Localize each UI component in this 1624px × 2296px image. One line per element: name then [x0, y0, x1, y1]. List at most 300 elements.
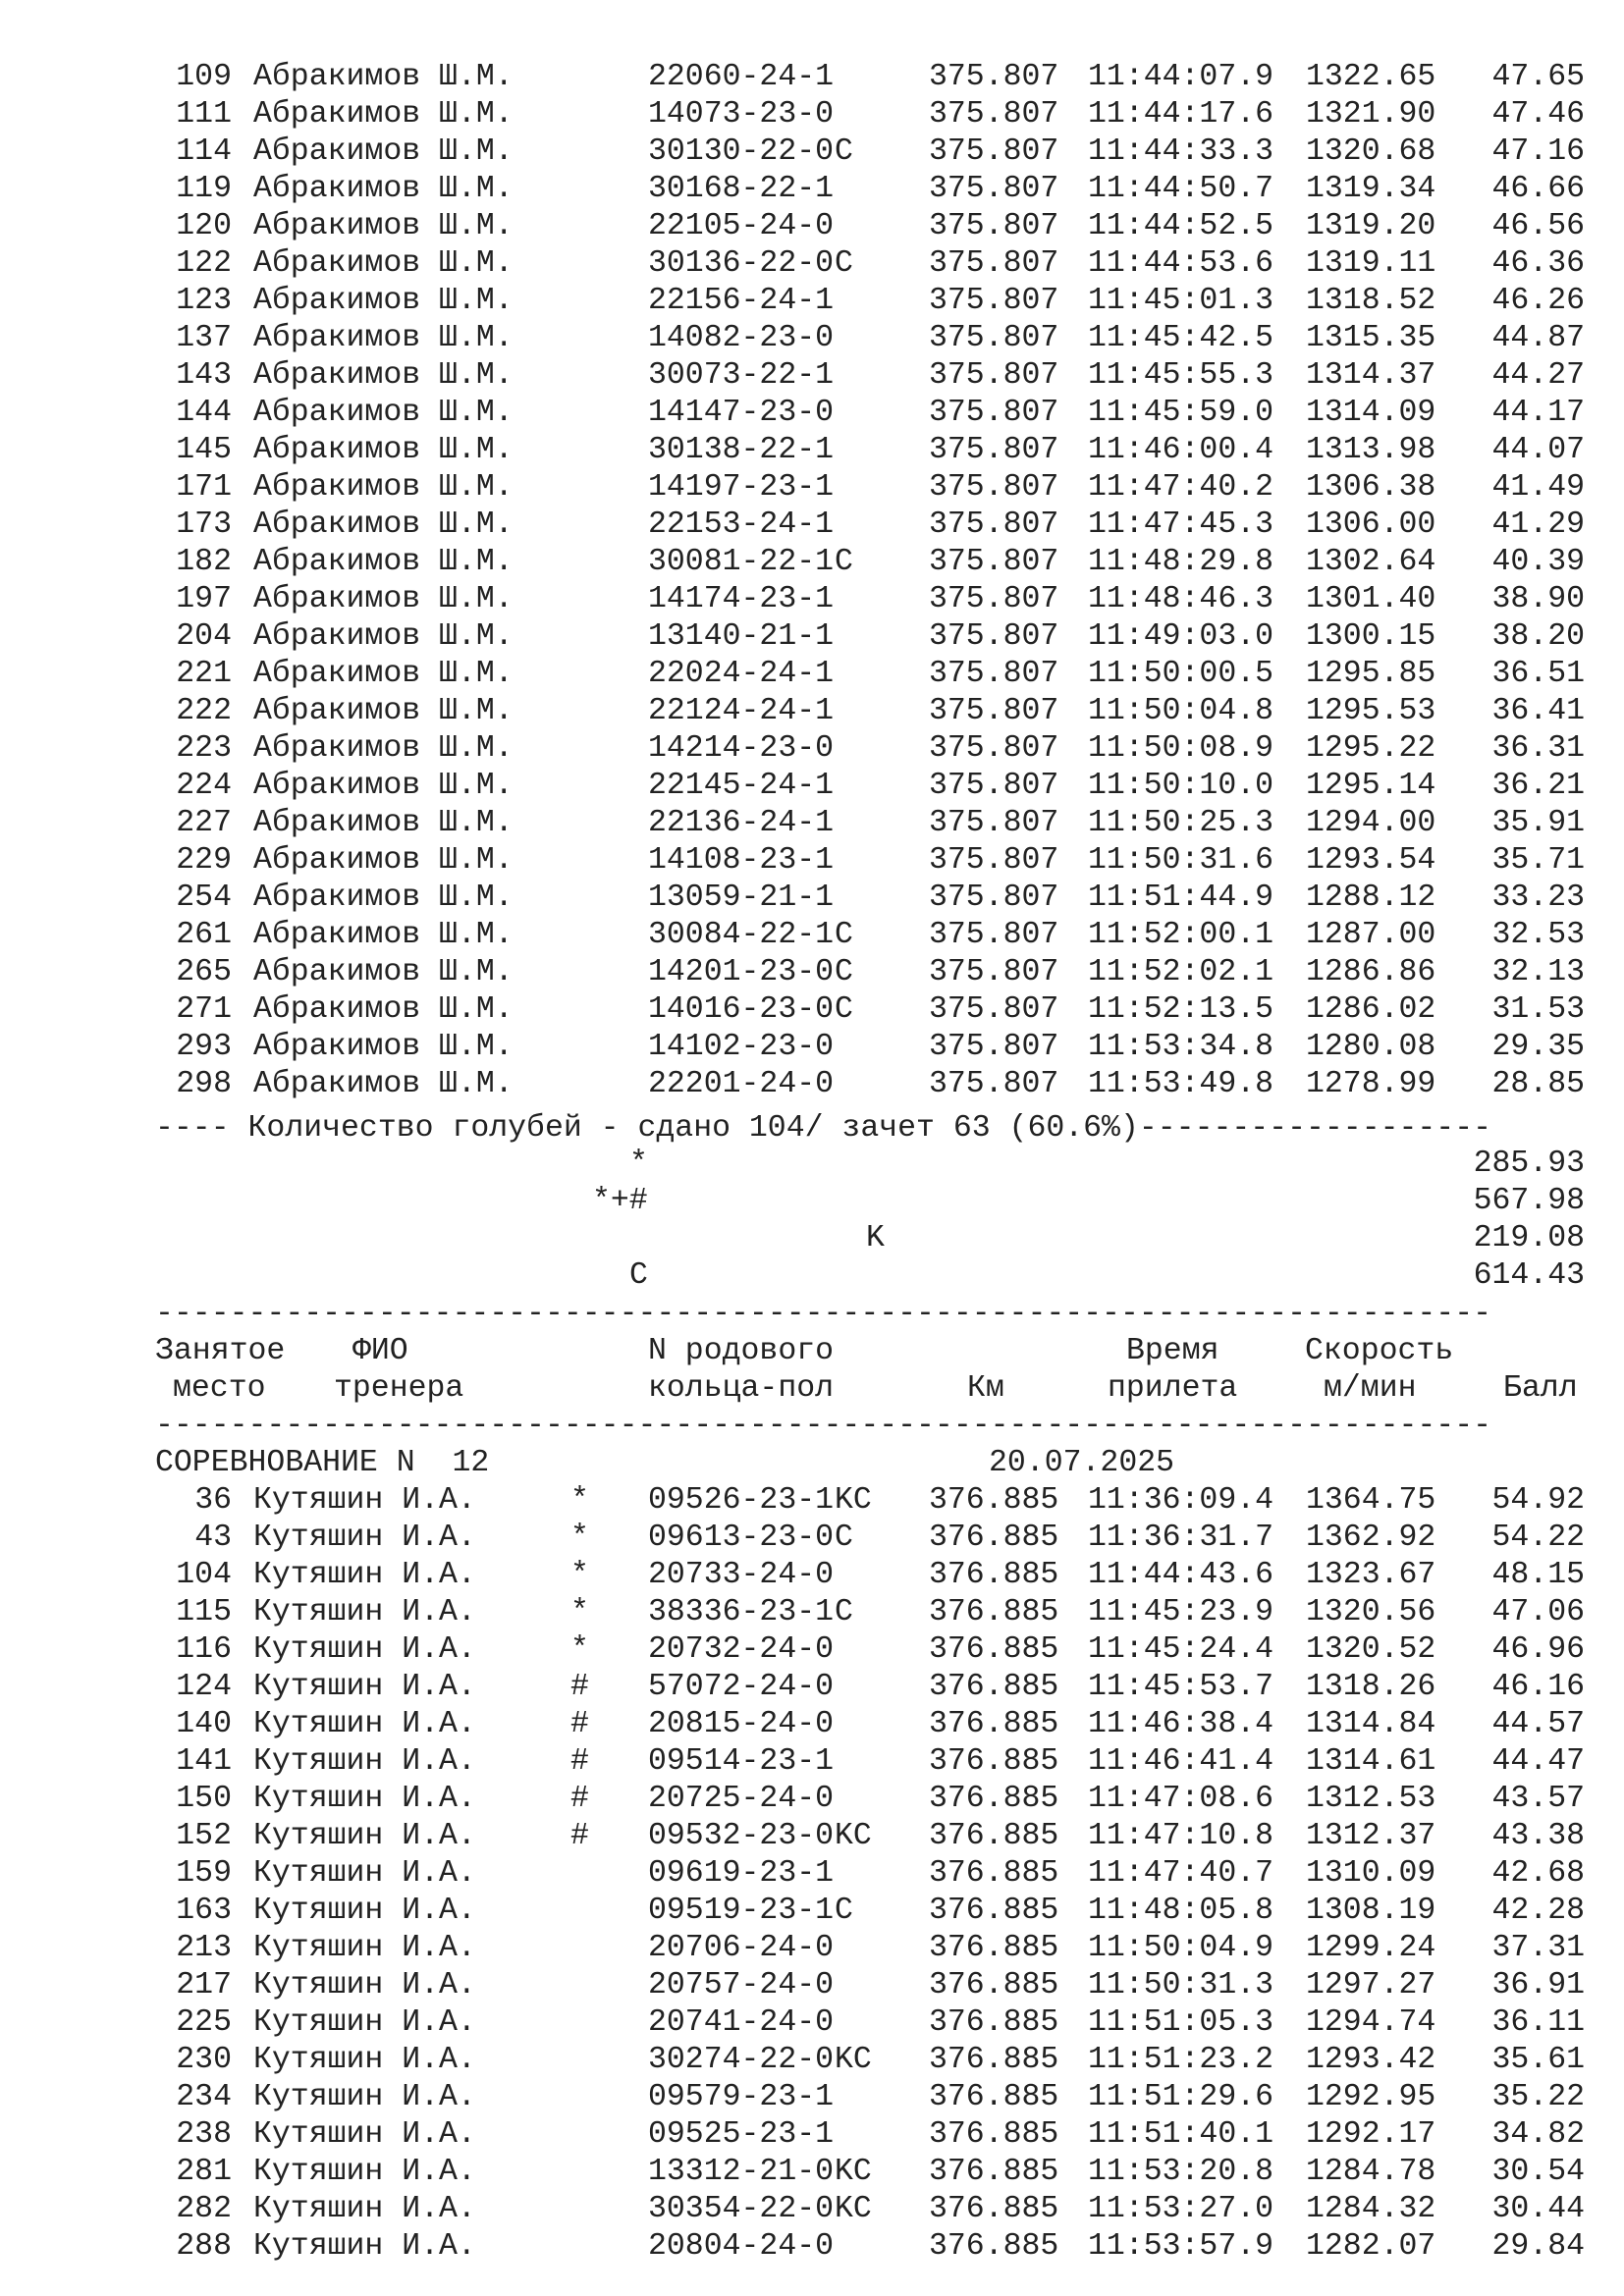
- cell-score: 42.68: [1491, 1856, 1585, 1891]
- cell-time: 11:47:08.6: [1088, 1782, 1274, 1816]
- cell-speed: 1284.78: [1306, 2155, 1436, 2189]
- cell-name: Кутяшин И.А.: [253, 1894, 476, 1928]
- cell-km: 375.807: [929, 843, 1059, 878]
- cell-km: 375.807: [929, 507, 1059, 542]
- cell-score: 44.07: [1491, 433, 1585, 467]
- total-mark-k: K: [866, 1221, 885, 1255]
- cell-ring: 09619-23-1: [648, 1856, 835, 1891]
- cell-mark: *: [570, 1595, 589, 1629]
- cell-time: 11:45:53.7: [1088, 1670, 1274, 1704]
- cell-ring: 09532-23-0: [648, 1819, 835, 1853]
- cell-mark: #: [570, 1670, 589, 1704]
- cell-ring: 14201-23-0: [648, 955, 835, 989]
- cell-place: 182: [176, 545, 232, 579]
- cell-place: 213: [176, 1931, 232, 1965]
- cell-km: 376.885: [929, 2229, 1059, 2264]
- cell-place: 173: [176, 507, 232, 542]
- cell-km: 376.885: [929, 2117, 1059, 2152]
- cell-name: Абракимов Ш.М.: [253, 433, 514, 467]
- cell-km: 375.807: [929, 881, 1059, 915]
- cell-mark: *: [570, 1521, 589, 1555]
- cell-time: 11:50:08.9: [1088, 731, 1274, 766]
- cell-ring: 13140-21-1: [648, 619, 835, 654]
- cell-time: 11:45:01.3: [1088, 284, 1274, 318]
- cell-name: Абракимов Ш.М.: [253, 396, 514, 430]
- cell-time: 11:44:43.6: [1088, 1558, 1274, 1592]
- cell-time: 11:51:23.2: [1088, 2043, 1274, 2077]
- cell-sfx: C: [835, 1894, 853, 1928]
- cell-place: 141: [176, 1744, 232, 1779]
- cell-place: 144: [176, 396, 232, 430]
- cell-ring: 20732-24-0: [648, 1632, 835, 1667]
- cell-speed: 1319.34: [1306, 172, 1436, 206]
- cell-ring: 30084-22-1: [648, 918, 835, 952]
- cell-ring: 14174-23-1: [648, 582, 835, 616]
- cell-place: 293: [176, 1030, 232, 1064]
- cell-km: 376.885: [929, 1521, 1059, 1555]
- cell-time: 11:52:00.1: [1088, 918, 1274, 952]
- cell-km: 375.807: [929, 396, 1059, 430]
- cell-sfx: KC: [835, 2192, 872, 2226]
- cell-place: 36: [194, 1483, 232, 1518]
- cell-name: Кутяшин И.А.: [253, 1483, 476, 1518]
- cell-ring: 38336-23-1: [648, 1595, 835, 1629]
- cell-speed: 1292.17: [1306, 2117, 1436, 2152]
- cell-ring: 14073-23-0: [648, 97, 835, 132]
- cell-name: Абракимов Ш.М.: [253, 172, 514, 206]
- cell-time: 11:46:41.4: [1088, 1744, 1274, 1779]
- cell-mark: #: [570, 1782, 589, 1816]
- cell-time: 11:47:40.2: [1088, 470, 1274, 505]
- cell-name: Абракимов Ш.М.: [253, 134, 514, 169]
- cell-time: 11:50:00.5: [1088, 657, 1274, 691]
- cell-ring: 22201-24-0: [648, 1067, 835, 1101]
- cell-name: Кутяшин И.А.: [253, 2005, 476, 2040]
- cell-score: 44.87: [1491, 321, 1585, 355]
- cell-name: Абракимов Ш.М.: [253, 470, 514, 505]
- cell-name: Абракимов Ш.М.: [253, 955, 514, 989]
- cell-time: 11:47:40.7: [1088, 1856, 1274, 1891]
- cell-score: 44.57: [1491, 1707, 1585, 1741]
- cell-km: 376.885: [929, 1483, 1059, 1518]
- cell-place: 238: [176, 2117, 232, 2152]
- cell-ring: 22153-24-1: [648, 507, 835, 542]
- cell-ring: 30138-22-1: [648, 433, 835, 467]
- cell-score: 29.35: [1491, 1030, 1585, 1064]
- cell-km: 376.885: [929, 1707, 1059, 1741]
- cell-speed: 1320.52: [1306, 1632, 1436, 1667]
- cell-km: 375.807: [929, 321, 1059, 355]
- cell-time: 11:50:10.0: [1088, 769, 1274, 803]
- cell-km: 376.885: [929, 1856, 1059, 1891]
- cell-score: 44.47: [1491, 1744, 1585, 1779]
- cell-ring: 09514-23-1: [648, 1744, 835, 1779]
- cell-ring: 13312-21-0: [648, 2155, 835, 2189]
- cell-time: 11:50:04.9: [1088, 1931, 1274, 1965]
- cell-place: 217: [176, 1968, 232, 2002]
- cell-km: 375.807: [929, 545, 1059, 579]
- cell-speed: 1313.98: [1306, 433, 1436, 467]
- header-name-2: тренера: [334, 1371, 464, 1406]
- cell-place: 114: [176, 134, 232, 169]
- cell-place: 221: [176, 657, 232, 691]
- cell-ring: 30130-22-0: [648, 134, 835, 169]
- cell-time: 11:53:27.0: [1088, 2192, 1274, 2226]
- cell-score: 47.65: [1491, 60, 1585, 94]
- header-km: Км: [967, 1371, 1004, 1406]
- cell-km: 375.807: [929, 60, 1059, 94]
- cell-place: 282: [176, 2192, 232, 2226]
- cell-speed: 1314.84: [1306, 1707, 1436, 1741]
- cell-speed: 1310.09: [1306, 1856, 1436, 1891]
- cell-name: Абракимов Ш.М.: [253, 694, 514, 728]
- cell-ring: 57072-24-0: [648, 1670, 835, 1704]
- cell-km: 375.807: [929, 246, 1059, 281]
- cell-time: 11:50:31.3: [1088, 1968, 1274, 2002]
- cell-time: 11:51:05.3: [1088, 2005, 1274, 2040]
- cell-sfx: C: [835, 545, 853, 579]
- total-mark-star: *: [629, 1147, 648, 1181]
- cell-place: 254: [176, 881, 232, 915]
- header-name-1: ФИО: [352, 1334, 408, 1368]
- cell-time: 11:44:52.5: [1088, 209, 1274, 243]
- cell-sfx: C: [835, 918, 853, 952]
- cell-speed: 1315.35: [1306, 321, 1436, 355]
- cell-sfx: KC: [835, 1483, 872, 1518]
- cell-time: 11:46:00.4: [1088, 433, 1274, 467]
- cell-score: 36.11: [1491, 2005, 1585, 2040]
- cell-name: Абракимов Ш.М.: [253, 657, 514, 691]
- divider-bottom: ------------------------------------------------------------------------: [155, 1409, 1492, 1443]
- cell-ring: 14214-23-0: [648, 731, 835, 766]
- cell-ring: 22145-24-1: [648, 769, 835, 803]
- cell-ring: 09579-23-1: [648, 2080, 835, 2114]
- cell-score: 46.56: [1491, 209, 1585, 243]
- header-place-1: Занятое: [155, 1334, 286, 1368]
- header-speed-1: Скорость: [1305, 1334, 1454, 1368]
- cell-speed: 1319.20: [1306, 209, 1436, 243]
- cell-place: 109: [176, 60, 232, 94]
- cell-score: 33.23: [1491, 881, 1585, 915]
- cell-score: 32.53: [1491, 918, 1585, 952]
- cell-km: 375.807: [929, 619, 1059, 654]
- cell-ring: 14147-23-0: [648, 396, 835, 430]
- cell-place: 261: [176, 918, 232, 952]
- cell-name: Абракимов Ш.М.: [253, 246, 514, 281]
- cell-km: 375.807: [929, 731, 1059, 766]
- cell-speed: 1321.90: [1306, 97, 1436, 132]
- cell-speed: 1323.67: [1306, 1558, 1436, 1592]
- cell-km: 376.885: [929, 2192, 1059, 2226]
- summary-line: ---- Количество голубей - сдано 104/ зачет 63 (60.6%)-------------------: [155, 1111, 1492, 1146]
- cell-place: 225: [176, 2005, 232, 2040]
- header-speed-2: м/мин: [1324, 1371, 1417, 1406]
- cell-km: 376.885: [929, 2080, 1059, 2114]
- cell-name: Кутяшин И.А.: [253, 2080, 476, 2114]
- cell-score: 46.36: [1491, 246, 1585, 281]
- cell-name: Кутяшин И.А.: [253, 1632, 476, 1667]
- cell-score: 43.38: [1491, 1819, 1585, 1853]
- cell-speed: 1293.42: [1306, 2043, 1436, 2077]
- cell-km: 375.807: [929, 582, 1059, 616]
- cell-time: 11:45:24.4: [1088, 1632, 1274, 1667]
- cell-place: 123: [176, 284, 232, 318]
- cell-km: 375.807: [929, 694, 1059, 728]
- cell-speed: 1282.07: [1306, 2229, 1436, 2264]
- cell-mark: *: [570, 1483, 589, 1518]
- cell-ring: 22156-24-1: [648, 284, 835, 318]
- total-value-k: 219.08: [1473, 1221, 1585, 1255]
- cell-speed: 1314.61: [1306, 1744, 1436, 1779]
- cell-score: 35.61: [1491, 2043, 1585, 2077]
- cell-speed: 1295.85: [1306, 657, 1436, 691]
- cell-time: 11:50:04.8: [1088, 694, 1274, 728]
- cell-score: 41.29: [1491, 507, 1585, 542]
- cell-speed: 1312.37: [1306, 1819, 1436, 1853]
- cell-score: 35.71: [1491, 843, 1585, 878]
- cell-mark: *: [570, 1632, 589, 1667]
- cell-name: Кутяшин И.А.: [253, 2229, 476, 2264]
- cell-ring: 20757-24-0: [648, 1968, 835, 2002]
- cell-name: Кутяшин И.А.: [253, 1819, 476, 1853]
- cell-ring: 22105-24-0: [648, 209, 835, 243]
- cell-time: 11:53:20.8: [1088, 2155, 1274, 2189]
- cell-name: Кутяшин И.А.: [253, 1744, 476, 1779]
- cell-name: Абракимов Ш.М.: [253, 97, 514, 132]
- cell-speed: 1318.26: [1306, 1670, 1436, 1704]
- cell-place: 224: [176, 769, 232, 803]
- cell-ring: 14102-23-0: [648, 1030, 835, 1064]
- cell-score: 30.54: [1491, 2155, 1585, 2189]
- cell-place: 171: [176, 470, 232, 505]
- cell-score: 31.53: [1491, 992, 1585, 1027]
- cell-name: Абракимов Ш.М.: [253, 60, 514, 94]
- cell-time: 11:47:45.3: [1088, 507, 1274, 542]
- cell-km: 375.807: [929, 172, 1059, 206]
- cell-name: Абракимов Ш.М.: [253, 209, 514, 243]
- cell-place: 120: [176, 209, 232, 243]
- cell-time: 11:45:23.9: [1088, 1595, 1274, 1629]
- cell-km: 376.885: [929, 1968, 1059, 2002]
- cell-name: Абракимов Ш.М.: [253, 843, 514, 878]
- cell-time: 11:44:33.3: [1088, 134, 1274, 169]
- cell-place: 111: [176, 97, 232, 132]
- cell-place: 223: [176, 731, 232, 766]
- cell-name: Абракимов Ш.М.: [253, 1067, 514, 1101]
- cell-speed: 1306.38: [1306, 470, 1436, 505]
- cell-name: Абракимов Ш.М.: [253, 284, 514, 318]
- cell-name: Абракимов Ш.М.: [253, 769, 514, 803]
- cell-km: 375.807: [929, 657, 1059, 691]
- cell-sfx: C: [835, 1521, 853, 1555]
- cell-ring: 30073-22-1: [648, 358, 835, 393]
- cell-sfx: KC: [835, 2155, 872, 2189]
- cell-speed: 1288.12: [1306, 881, 1436, 915]
- cell-speed: 1362.92: [1306, 1521, 1436, 1555]
- cell-ring: 13059-21-1: [648, 881, 835, 915]
- cell-speed: 1297.27: [1306, 1968, 1436, 2002]
- cell-place: 137: [176, 321, 232, 355]
- cell-score: 38.20: [1491, 619, 1585, 654]
- cell-score: 42.28: [1491, 1894, 1585, 1928]
- cell-km: 375.807: [929, 992, 1059, 1027]
- cell-name: Абракимов Ш.М.: [253, 545, 514, 579]
- cell-ring: 30168-22-1: [648, 172, 835, 206]
- cell-speed: 1301.40: [1306, 582, 1436, 616]
- cell-place: 204: [176, 619, 232, 654]
- cell-mark: #: [570, 1707, 589, 1741]
- cell-place: 298: [176, 1067, 232, 1101]
- cell-score: 29.84: [1491, 2229, 1585, 2264]
- cell-place: 140: [176, 1707, 232, 1741]
- cell-name: Кутяшин И.А.: [253, 2192, 476, 2226]
- cell-score: 35.91: [1491, 806, 1585, 840]
- cell-km: 376.885: [929, 1595, 1059, 1629]
- cell-name: Кутяшин И.А.: [253, 1707, 476, 1741]
- cell-speed: 1364.75: [1306, 1483, 1436, 1518]
- header-ring-1: N родового: [648, 1334, 835, 1368]
- cell-place: 152: [176, 1819, 232, 1853]
- cell-km: 375.807: [929, 134, 1059, 169]
- cell-place: 281: [176, 2155, 232, 2189]
- cell-ring: 20815-24-0: [648, 1707, 835, 1741]
- total-value-star: 285.93: [1473, 1147, 1585, 1181]
- cell-ring: 14082-23-0: [648, 321, 835, 355]
- header-time-1: Время: [1126, 1334, 1219, 1368]
- cell-score: 38.90: [1491, 582, 1585, 616]
- cell-speed: 1280.08: [1306, 1030, 1436, 1064]
- cell-place: 150: [176, 1782, 232, 1816]
- cell-km: 375.807: [929, 209, 1059, 243]
- cell-name: Кутяшин И.А.: [253, 1670, 476, 1704]
- cell-score: 36.91: [1491, 1968, 1585, 2002]
- cell-ring: 20706-24-0: [648, 1931, 835, 1965]
- cell-km: 375.807: [929, 470, 1059, 505]
- cell-place: 229: [176, 843, 232, 878]
- cell-place: 122: [176, 246, 232, 281]
- total-value-star-plus-hash: 567.98: [1473, 1184, 1585, 1218]
- cell-score: 47.46: [1491, 97, 1585, 132]
- cell-ring: 20733-24-0: [648, 1558, 835, 1592]
- cell-name: Кутяшин И.А.: [253, 1968, 476, 2002]
- cell-name: Абракимов Ш.М.: [253, 507, 514, 542]
- cell-name: Абракимов Ш.М.: [253, 321, 514, 355]
- cell-mark: *: [570, 1558, 589, 1592]
- cell-time: 11:48:05.8: [1088, 1894, 1274, 1928]
- cell-speed: 1293.54: [1306, 843, 1436, 878]
- cell-km: 375.807: [929, 955, 1059, 989]
- cell-ring: 09519-23-1: [648, 1894, 835, 1928]
- cell-score: 32.13: [1491, 955, 1585, 989]
- cell-ring: 14016-23-0: [648, 992, 835, 1027]
- cell-sfx: C: [835, 1595, 853, 1629]
- cell-score: 36.21: [1491, 769, 1585, 803]
- cell-place: 222: [176, 694, 232, 728]
- cell-time: 11:51:40.1: [1088, 2117, 1274, 2152]
- cell-speed: 1312.53: [1306, 1782, 1436, 1816]
- header-place-2: место: [173, 1371, 266, 1406]
- cell-sfx: C: [835, 246, 853, 281]
- cell-km: 375.807: [929, 97, 1059, 132]
- cell-place: 271: [176, 992, 232, 1027]
- cell-ring: 20804-24-0: [648, 2229, 835, 2264]
- cell-name: Абракимов Ш.М.: [253, 1030, 514, 1064]
- cell-km: 376.885: [929, 1670, 1059, 1704]
- cell-name: Кутяшин И.А.: [253, 1521, 476, 1555]
- cell-ring: 22060-24-1: [648, 60, 835, 94]
- cell-time: 11:53:57.9: [1088, 2229, 1274, 2264]
- cell-score: 41.49: [1491, 470, 1585, 505]
- cell-km: 376.885: [929, 1894, 1059, 1928]
- cell-time: 11:51:44.9: [1088, 881, 1274, 915]
- cell-ring: 14197-23-1: [648, 470, 835, 505]
- cell-ring: 30081-22-1: [648, 545, 835, 579]
- cell-place: 234: [176, 2080, 232, 2114]
- cell-time: 11:46:38.4: [1088, 1707, 1274, 1741]
- cell-time: 11:49:03.0: [1088, 619, 1274, 654]
- cell-sfx: C: [835, 134, 853, 169]
- cell-ring: 09525-23-1: [648, 2117, 835, 2152]
- cell-place: 104: [176, 1558, 232, 1592]
- cell-time: 11:44:07.9: [1088, 60, 1274, 94]
- header-score: Балл: [1503, 1371, 1578, 1406]
- cell-time: 11:52:13.5: [1088, 992, 1274, 1027]
- cell-sfx: C: [835, 992, 853, 1027]
- competition-label: СОРЕВНОВАНИЕ N 12: [155, 1446, 490, 1480]
- cell-speed: 1322.65: [1306, 60, 1436, 94]
- cell-time: 11:36:31.7: [1088, 1521, 1274, 1555]
- cell-ring: 14108-23-1: [648, 843, 835, 878]
- cell-score: 48.15: [1491, 1558, 1585, 1592]
- cell-km: 376.885: [929, 1782, 1059, 1816]
- cell-time: 11:48:46.3: [1088, 582, 1274, 616]
- cell-speed: 1306.00: [1306, 507, 1436, 542]
- cell-name: Кутяшин И.А.: [253, 1856, 476, 1891]
- cell-score: 36.31: [1491, 731, 1585, 766]
- cell-time: 11:45:42.5: [1088, 321, 1274, 355]
- cell-km: 375.807: [929, 769, 1059, 803]
- cell-score: 46.26: [1491, 284, 1585, 318]
- cell-name: Кутяшин И.А.: [253, 2117, 476, 2152]
- cell-name: Кутяшин И.А.: [253, 1595, 476, 1629]
- cell-time: 11:47:10.8: [1088, 1819, 1274, 1853]
- cell-place: 159: [176, 1856, 232, 1891]
- cell-time: 11:44:53.6: [1088, 246, 1274, 281]
- cell-km: 375.807: [929, 918, 1059, 952]
- cell-speed: 1320.68: [1306, 134, 1436, 169]
- cell-km: 376.885: [929, 2155, 1059, 2189]
- cell-km: 375.807: [929, 433, 1059, 467]
- cell-speed: 1314.37: [1306, 358, 1436, 393]
- cell-ring: 22136-24-1: [648, 806, 835, 840]
- cell-ring: 20741-24-0: [648, 2005, 835, 2040]
- cell-place: 227: [176, 806, 232, 840]
- cell-speed: 1295.22: [1306, 731, 1436, 766]
- cell-sfx: C: [835, 955, 853, 989]
- cell-score: 46.16: [1491, 1670, 1585, 1704]
- total-mark-star-plus-hash: *+#: [592, 1184, 648, 1218]
- cell-score: 34.82: [1491, 2117, 1585, 2152]
- cell-ring: 22024-24-1: [648, 657, 835, 691]
- cell-score: 36.51: [1491, 657, 1585, 691]
- cell-km: 376.885: [929, 2005, 1059, 2040]
- cell-place: 145: [176, 433, 232, 467]
- header-time-2: прилета: [1108, 1371, 1238, 1406]
- cell-score: 47.16: [1491, 134, 1585, 169]
- cell-score: 46.66: [1491, 172, 1585, 206]
- cell-speed: 1295.53: [1306, 694, 1436, 728]
- cell-speed: 1284.32: [1306, 2192, 1436, 2226]
